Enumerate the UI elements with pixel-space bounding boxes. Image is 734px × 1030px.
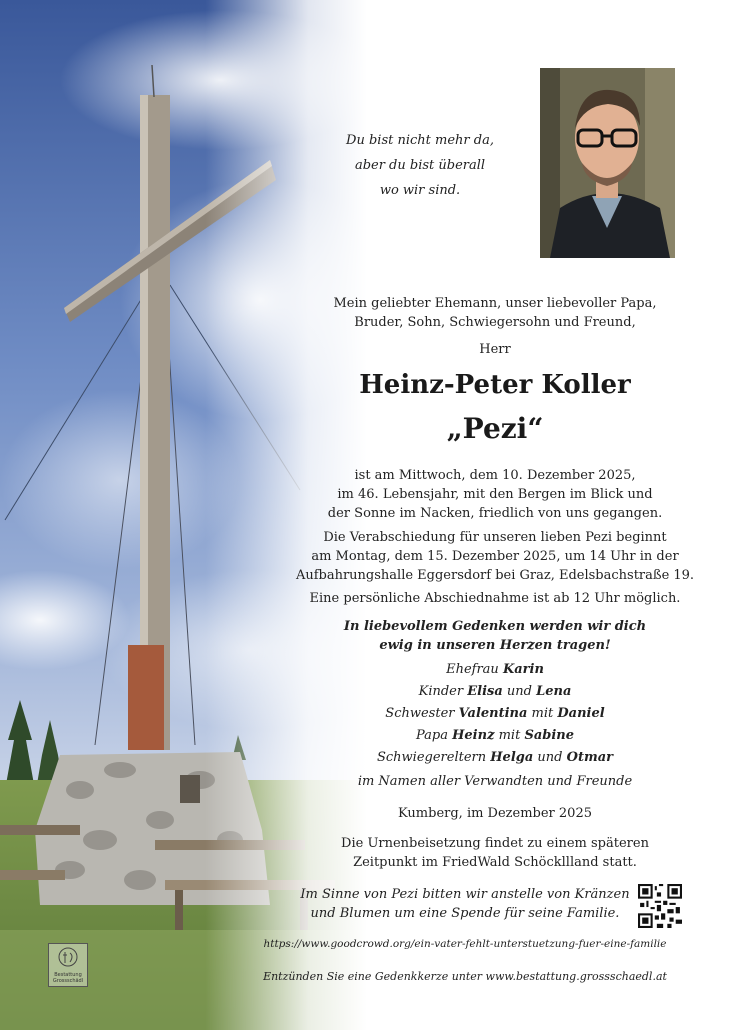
farewell-line-2: am Montag, dem 15. Dezember 2025, um 14 Uhr in der — [311, 549, 679, 564]
mourner-line: Schwester Valentina mit Daniel — [385, 706, 605, 721]
death-notice — [270, 466, 720, 523]
intro-line-1: Mein geliebter Ehemann, unser liebevoller Papa, — [333, 296, 657, 311]
remembrance — [290, 617, 700, 655]
nickname: „Pezi“ — [446, 412, 544, 445]
verse-line-3: wo wir sind. — [379, 183, 461, 198]
qr-code[interactable] — [638, 884, 682, 928]
portrait-photo — [540, 68, 675, 258]
verse — [320, 131, 520, 200]
remembrance-line-1: In liebevollem Gedenken werden wir dich — [343, 619, 647, 634]
mourner-line: Schwiegereltern Helga und Otmar — [377, 750, 613, 765]
logo-line-2: Grossschädl — [52, 978, 84, 984]
urn-line-1: Die Urnenbeisetzung findet zu einem späteren — [341, 836, 649, 851]
donation-line-1: Im Sinne von Pezi bitten wir anstelle von Kränzen — [300, 887, 630, 902]
donation-line-2: und Blumen um eine Spende für seine Familie. — [310, 906, 620, 921]
deceased-name: Heinz-Peter Koller — [359, 370, 631, 400]
mourner-line: Kinder Elisa und Lena — [418, 684, 572, 699]
mourner-line: Papa Heinz mit Sabine — [416, 728, 574, 743]
death-notice-line-2: im 46. Lebensjahr, mit den Bergen im Blick und — [337, 487, 653, 502]
candle-link[interactable]: Entzünden Sie eine Gedenkkerze unter www.bestattung.grossschaedl.at — [263, 970, 667, 983]
mourners-list — [290, 659, 700, 793]
place-date: Kumberg, im Dezember 2025 — [398, 806, 592, 821]
death-notice-line-3: der Sonne im Nacken, friedlich von uns gegangen. — [327, 506, 663, 521]
urn-line-2: Zeitpunkt im FriedWald Schöckllland statt. — [353, 855, 637, 870]
logo-emblem-icon — [49, 944, 87, 970]
verse-line-1: Du bist nicht mehr da, — [346, 133, 494, 148]
logo-line-1: Bestattung — [54, 972, 82, 978]
donation-link[interactable]: https://www.goodcrowd.org/ein-vater-fehlt-unterstuetzung-fuer-eine-familie — [263, 938, 667, 950]
farewell-details — [262, 528, 728, 585]
verse-line-2: aber du bist überall — [354, 158, 486, 173]
death-notice-line-1: ist am Mittwoch, dem 10. Dezember 2025, — [354, 468, 636, 483]
farewell-line-1: Die Verabschiedung für unseren lieben Pezi beginnt — [323, 530, 667, 545]
salutation: Herr — [479, 342, 511, 357]
intro-line-2: Bruder, Sohn, Schwiegersohn und Freund, — [354, 315, 636, 330]
farewell-line-3: Aufbahrungshalle Eggersdorf bei Graz, Edelsbachstraße 19. — [295, 568, 695, 583]
mourner-line: Ehefrau Karin — [446, 662, 544, 677]
urn-notice — [290, 834, 700, 872]
intro — [290, 294, 700, 332]
remembrance-line-2: ewig in unseren Herzen tragen! — [379, 638, 611, 653]
funeral-home-logo — [48, 943, 88, 987]
viewing-note: Eine persönliche Abschiednahme ist ab 12 Uhr möglich. — [309, 591, 681, 606]
donation-request — [300, 885, 630, 923]
relatives-line: im Namen aller Verwandten und Freunde — [357, 774, 633, 789]
